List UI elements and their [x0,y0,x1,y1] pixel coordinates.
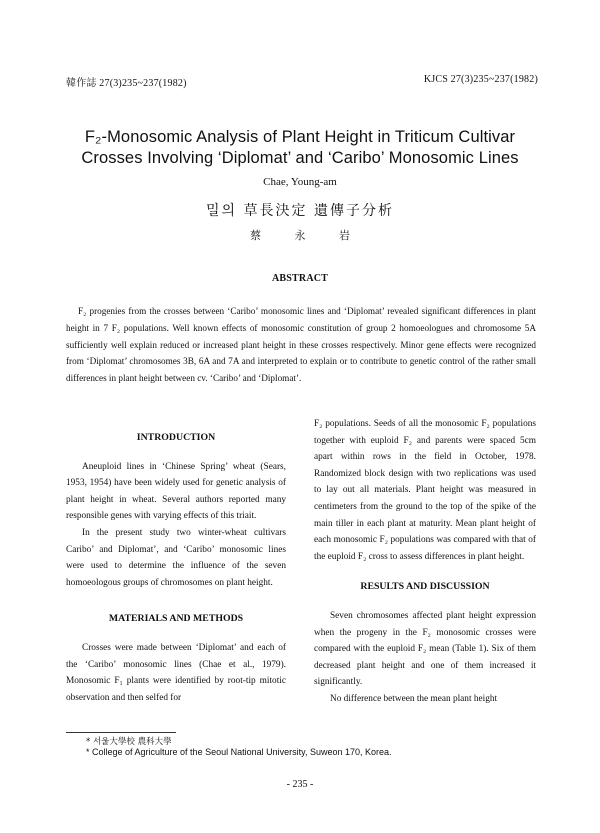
introduction-paragraph-2: In the present study two winter-wheat cultivars Caribo’ and Diplomat’, and ‘Caribo’ monosomic lines were used to determine the influence of the seven homoeologous groups of chromosomes on plant height. [66,527,286,588]
right-column [314,416,536,708]
korean-title: 밀의 草長決定 遺傳子分析 [206,203,394,219]
methods-heading: MATERIALS AND METHODS [108,613,244,625]
korean-author: 蔡 永 岩 [250,229,350,242]
journal-citation-english: KJCS 27(3)235~237(1982) [423,74,538,85]
page-number: - 235 - [286,779,314,790]
left-column [66,430,286,706]
abstract-body: F₂ progenies from the crosses between ‘Caribo’ monosomic lines and ‘Diplomat’ revealed significant differences in plant height in 7 F₂ populations. Well known effects of monosomic constitution of group 2 homoeologues and chromosome 5A sufficiently well explain reduced or increased plant height in these crosses respectively. Minor gene effects were recognized from ‘Diplomat’ chromosomes 3B, 6A and 7A and interpreted to explain or to contribute to genetic control of the rather small differences in plant height between cv. ‘Caribo’ and ‘Diplomat’. [66,306,536,384]
introduction-heading: INTRODUCTION [136,432,216,443]
title-line-1: F₂-Monosomic Analysis of Plant Height in Triticum Cultivar [84,128,516,146]
footnote-divider [66,732,176,733]
footnote-english-affiliation: * College of Agriculture of the Seoul National University, Suweon 170, Korea. [86,747,392,757]
methods-paragraph-2: F₂ populations. Seeds of all the monosomic F₂ populations together with euploid F₂ and parents were spaced 5cm apart within rows in the field in October, 1978. Randomized block design with two replications was used to lay out all materials. Plant height was measured in centimeters from the ground to the top of the spike of the main tiller in each plant at maturity. Mean plant height of each monosomic F₂ populations was compared with that of the euploid F₂ cross to assess differences in plant height. [314,419,536,562]
title-line-2: Crosses Involving ‘Diplomat’ and ‘Caribo’ Monosomic Lines [81,149,519,167]
results-paragraph-2: No difference between the mean plant height [330,693,498,704]
methods-paragraph-1: Crosses were made between ‘Diplomat’ and each of the ‘Caribo’ monosomic lines (Chae et al., 1979). Monosomic F₁ plants were identified by root-tip mitotic observation and then selfed for [66,642,286,703]
results-paragraph-1: Seven chromosomes affected plant height expression when the progeny in the F₂ monosomic crosses were compared with the euploid F₂ mean (Table 1). Six of them decreased plant height and one of them increased it significantly. [314,610,536,688]
author-name: Chae, Young-am [263,176,337,188]
results-heading: RESULTS AND DISCUSSION [360,581,490,593]
footnote-korean-affiliation: * 서울大學校 農科大學 [86,737,172,747]
abstract-heading: ABSTRACT [271,273,329,284]
journal-citation-korean: 韓作誌 27(3)235~237(1982) [66,78,187,89]
introduction-paragraph-1: Aneuploid lines in ‘Chinese Spring’ wheat (Sears, 1953, 1954) have been widely used for genetic analysis of plant height in wheat. Several authors reported many responsible genes with varying effects of this triait. [66,461,286,522]
